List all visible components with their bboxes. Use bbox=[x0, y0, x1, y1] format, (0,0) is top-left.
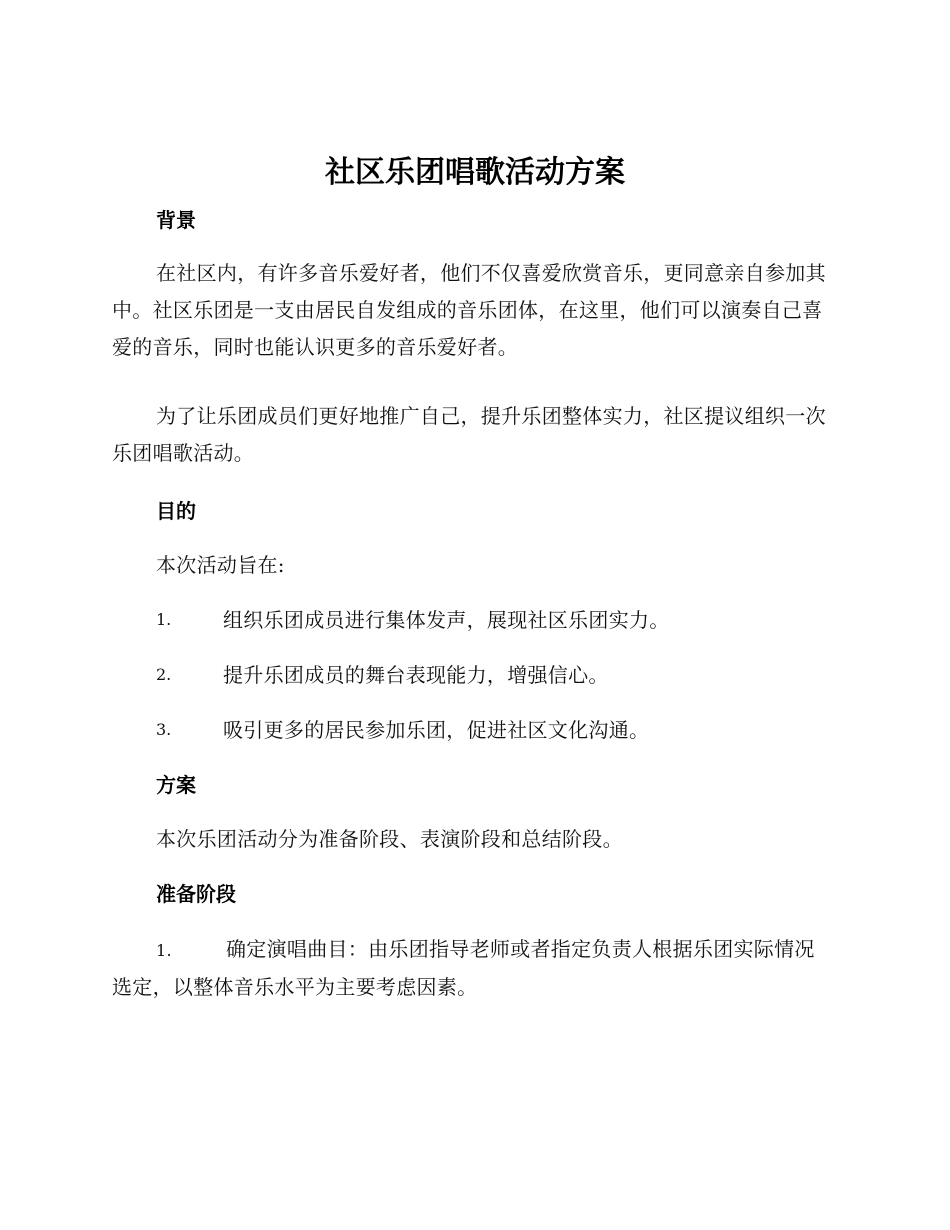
background-paragraph-2: 为了让乐团成员们更好地推广自己，提升乐团整体实力，社区提议组织一次乐团唱歌活动。 bbox=[112, 404, 826, 465]
list-item-number: 2. bbox=[156, 665, 172, 684]
list-item-text: 确定演唱曲目：由乐团指导老师或者指定负责人根据乐团实际情况选定，以整体音乐水平为主要考虑因素。 bbox=[112, 937, 815, 999]
purpose-intro: 本次活动旨在: bbox=[156, 553, 285, 577]
list-item bbox=[156, 661, 836, 689]
background-paragraph-1: 在社区内，有许多音乐爱好者，他们不仅喜爱欣赏音乐，更同意亲自参加其中。社区乐团是一支由居民自发组成的音乐团体，在这里，他们可以演奏自己喜爱的音乐，同时也能认识更多的音乐爱好者。 bbox=[112, 261, 826, 359]
section-heading-plan: 方案 bbox=[156, 773, 196, 797]
section-heading-purpose: 目的 bbox=[156, 499, 196, 523]
section-heading-preparation: 准备阶段 bbox=[156, 882, 236, 906]
plan-intro: 本次乐团活动分为准备阶段、表演阶段和总结阶段。 bbox=[156, 827, 623, 851]
list-item-text: 组织乐团成员进行集体发声，展现社区乐团实力。 bbox=[223, 608, 670, 632]
list-item-number: 1. bbox=[156, 610, 172, 629]
list-item-text: 吸引更多的居民参加乐团，促进社区文化沟通。 bbox=[223, 718, 650, 742]
preparation-item bbox=[112, 931, 834, 1006]
list-item bbox=[156, 606, 836, 634]
list-item bbox=[156, 716, 836, 744]
list-item-number: 3. bbox=[156, 720, 172, 739]
document-title: 社区乐团唱歌活动方案 bbox=[325, 155, 625, 190]
list-item-text: 提升乐团成员的舞台表现能力，增强信心。 bbox=[223, 663, 609, 687]
list-item-number: 1. bbox=[156, 941, 172, 960]
section-heading-background: 背景 bbox=[156, 208, 196, 232]
